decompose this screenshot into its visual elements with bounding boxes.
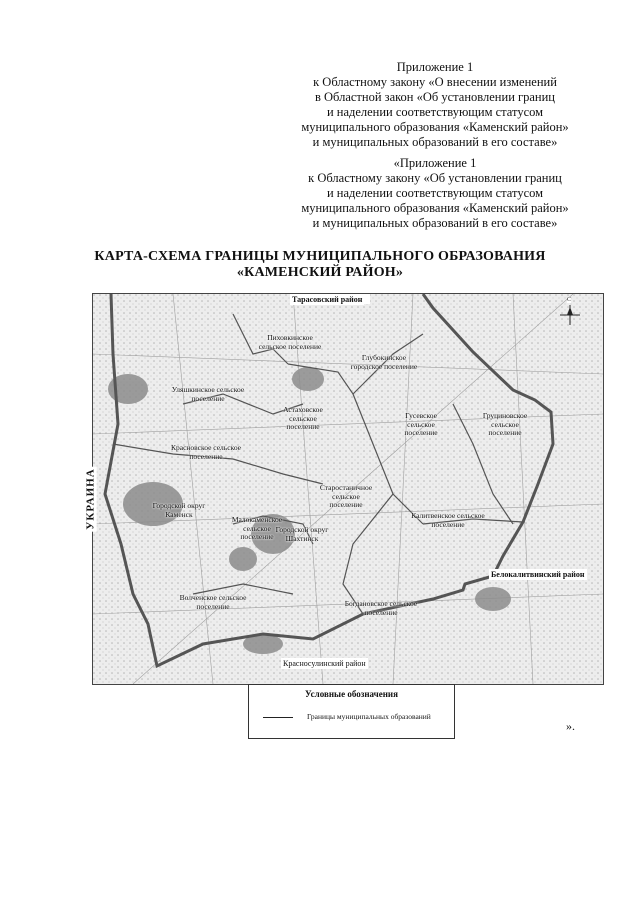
title-line-2: «КАМЕНСКИЙ РАЙОН»	[236, 265, 404, 280]
header-appendix-2	[270, 156, 600, 231]
legend-item	[263, 713, 443, 723]
settlement-label: Пиховкинское сельское поселение	[258, 333, 322, 351]
header-line: к Областному закону «Об установлении границ	[308, 171, 562, 185]
header-line: «Приложение 1	[393, 156, 477, 170]
legend-title: Условные обозначения	[305, 689, 398, 699]
settlement-label: Глубокинское городское поселение	[350, 353, 418, 371]
settlement-label: Старостаничное сельское поселение	[319, 483, 373, 509]
header-line: и наделении соответствующим статусом	[326, 105, 544, 119]
district-map	[92, 293, 604, 685]
map-legend	[248, 684, 455, 739]
neighbor-east-label: Белокалитвинский район	[491, 570, 585, 579]
legend-item-label: Границы муниципальных образований	[307, 712, 431, 721]
settlement-label: Уляшкинское сельское поселение	[171, 385, 245, 403]
settlement-label: Астаховское сельское поселение	[283, 405, 323, 431]
closing-quote: ».	[566, 719, 575, 733]
settlement-label: Волченское сельское поселение	[179, 593, 247, 611]
settlement-label: Красновское сельское поселение	[171, 443, 241, 461]
compass-icon	[556, 301, 584, 329]
header-line: и муниципальных образований в его составе»	[312, 135, 558, 149]
settlement-label: Городской округ Каменск	[152, 501, 206, 519]
neighbor-west-label: УКРАИНА	[84, 468, 97, 530]
header-line: муниципального образования «Каменский район»	[301, 201, 569, 215]
header-line: Приложение 1	[396, 60, 474, 74]
settlement-label: Богдановское сельское поселение	[344, 599, 418, 617]
boundary-line-icon	[263, 717, 293, 718]
neighbor-south-label: Красносулинский район	[283, 659, 366, 668]
header-line: к Областному закону «О внесении изменений	[313, 75, 557, 89]
map-title	[0, 249, 640, 281]
settlement-label: Гусевское сельское поселение	[404, 411, 438, 437]
settlement-label: Городской округ Шахтинск	[275, 525, 329, 543]
settlement-label: Груциновское сельское поселение	[482, 411, 528, 437]
settlement-label: Малокаменское сельское поселение	[231, 515, 283, 541]
compass-north-label: С	[567, 297, 572, 303]
title-line-1: КАРТА-СХЕМА ГРАНИЦЫ МУНИЦИПАЛЬНОГО ОБРАЗОВАНИЯ	[94, 249, 546, 264]
compass-rose	[556, 297, 584, 329]
header-line: муниципального образования «Каменский район»	[301, 120, 569, 134]
settlement-label: Калитвенское сельское поселение	[411, 511, 485, 529]
header-line: и муниципальных образований в его составе»	[312, 216, 558, 230]
neighbor-north-label: Тарасовский район	[292, 295, 363, 304]
header-line: и наделении соответствующим статусом	[326, 186, 544, 200]
ukraine-border-label	[84, 455, 104, 545]
header-line: в Областной закон «Об установлении границ	[314, 90, 555, 104]
header-appendix-1	[270, 60, 600, 150]
